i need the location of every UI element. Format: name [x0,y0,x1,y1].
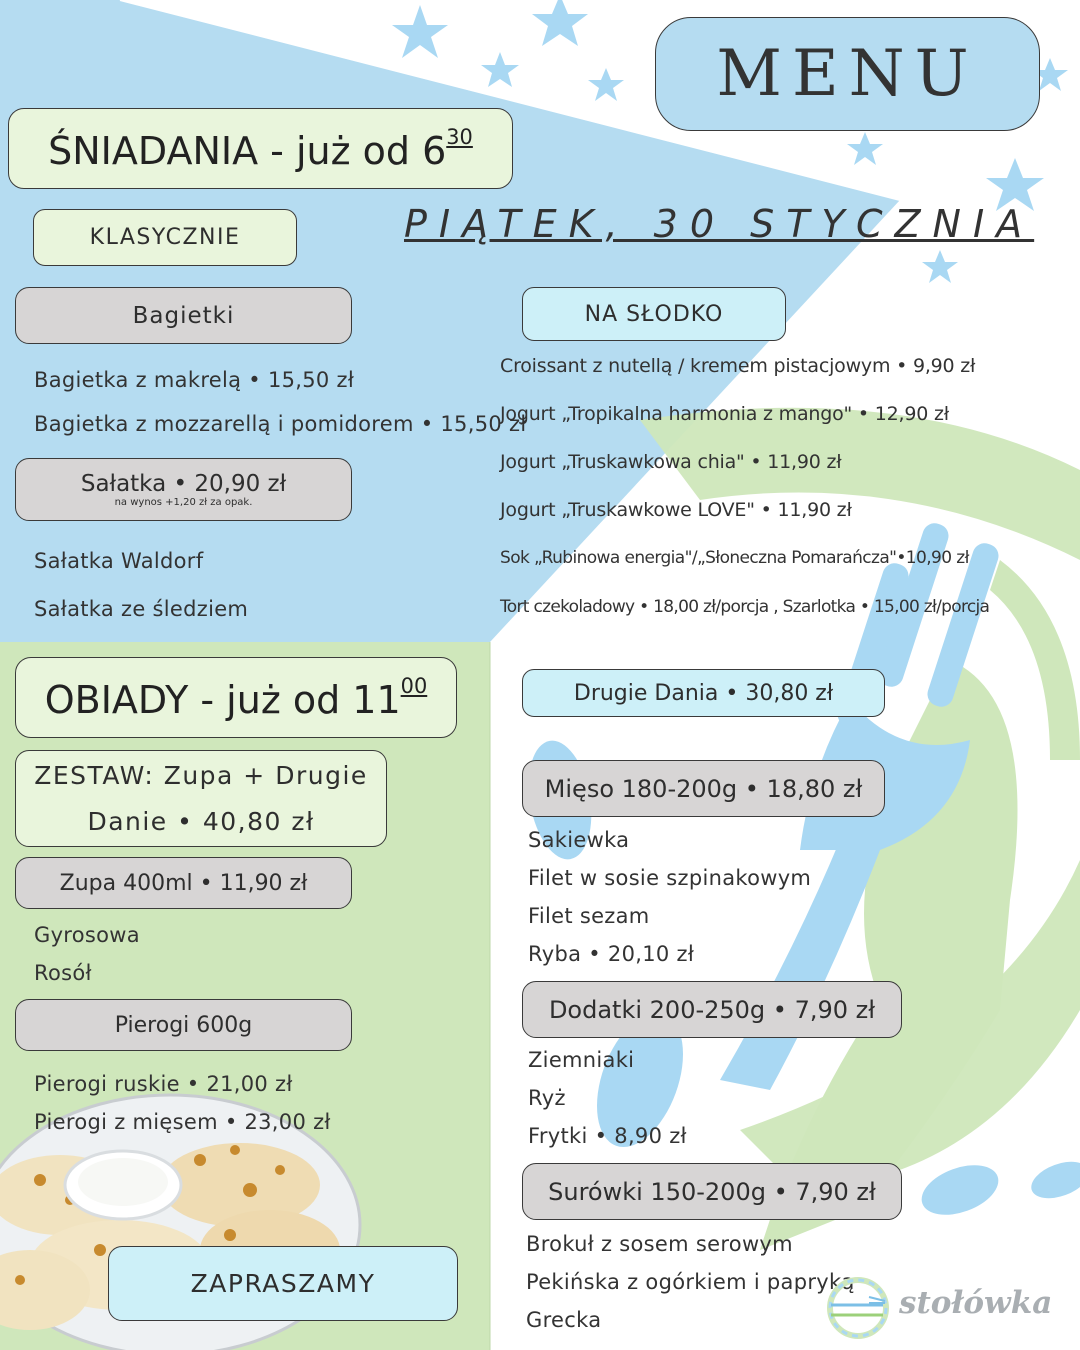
baguette-item: Bagietka z makrelą • 15,50 zł [34,368,355,392]
baguettes-label: Bagietki [132,302,235,329]
meat-item: Filet sezam [528,904,650,928]
classic-section-label [33,209,297,266]
sweet-label: NA SŁODKO [584,301,724,327]
meat-label: Mięso 180-200g • 18,80 zł [544,774,863,803]
classic-label: KLASYCZNIE [89,225,241,250]
sides-item: Frytki • 8,90 zł [528,1124,687,1148]
sweet-section-label [522,287,786,341]
star-icon [481,52,519,87]
baguette-item: Bagietka z mozzarellą i pomidorem • 15,50 zł [34,412,527,436]
set-menu-line: ZESTAW: Zupa + Drugie [34,760,368,790]
date-heading: PIĄTEK, 30 STYCZNIA [404,202,1035,246]
breakfast-title-text: ŚNIADANIA - już od 6 [48,128,447,173]
baguettes-category [15,287,352,344]
set-menu-box [15,750,387,847]
lunch-title-text: OBIADY - już od 11 [44,677,401,722]
sweet-item: Jogurt „Tropikalna harmonia z mango" • 12,90 zł [500,403,949,425]
salads-item: Grecka [526,1308,602,1332]
salads-item: Brokuł z sosem serowym [526,1232,793,1256]
fork-logo-icon [825,1275,891,1341]
menu-title-box [655,17,1040,131]
menu-title: MENU [716,37,979,111]
sides-item: Ziemniaki [528,1048,635,1072]
sweet-item: Croissant z nutellą / kremem pistacjowym • 9,90 zł [500,355,976,377]
salad-item: Sałatka ze śledziem [34,597,249,621]
soup-item: Rosół [34,961,92,985]
star-icon [532,0,588,46]
welcome-text: ZAPRASZAMY [190,1269,376,1298]
main-courses-text: Drugie Dania • 30,80 zł [573,680,834,706]
sides-item: Ryż [528,1086,566,1110]
soup-label: Zupa 400ml • 11,90 zł [59,870,308,896]
soup-item: Gyrosowa [34,923,140,947]
welcome-banner [108,1246,458,1321]
pierogi-category [15,999,352,1051]
sides-label: Dodatki 200-250g • 7,90 zł [548,995,876,1024]
sweet-item: Sok „Rubinowa energia"/„Słoneczna Pomarańcza"•10,90 zł [500,548,969,568]
sweet-item: Jogurt „Truskawkowe LOVE" • 11,90 zł [500,499,852,521]
salad-item: Sałatka Waldorf [34,549,204,573]
star-icon [847,132,883,165]
logo-text: stołówka [899,1285,1053,1321]
breakfast-title-box [8,108,513,189]
salads-category [522,1163,902,1220]
salad-label: Sałatka • 20,90 zł [80,470,287,497]
sweet-item: Jogurt „Truskawkowa chia" • 11,90 zł [500,451,842,473]
lunch-time-sup: 00 [400,673,428,698]
salad-category [15,458,352,521]
breakfast-time-sup: 30 [446,124,473,149]
soup-category [15,857,352,909]
star-icon [588,68,624,101]
sweet-item: Tort czekoladowy • 18,00 zł/porcja , Szarlotka • 15,00 zł/porcja [500,597,990,617]
salads-item: Pekińska z ogórkiem i papryką [526,1270,855,1294]
meat-category [522,760,885,817]
meat-item: Filet w sosie szpinakowym [528,866,812,890]
pierogi-item: Pierogi z mięsem • 23,00 zł [34,1110,331,1134]
lunch-title [45,674,428,722]
logo [825,1275,1075,1341]
lunch-title-box [15,657,457,738]
star-icon [392,5,448,58]
pierogi-item: Pierogi ruskie • 21,00 zł [34,1072,293,1096]
star-icon [922,250,958,283]
meat-item: Ryba • 20,10 zł [528,942,695,966]
salads-label: Surówki 150-200g • 7,90 zł [548,1177,876,1206]
salad-note: na wynos +1,20 zł za opak. [114,496,253,508]
set-menu-line: Danie • 40,80 zł [87,806,315,836]
breakfast-title [48,125,473,173]
meat-item: Sakiewka [528,828,630,852]
pierogi-label: Pierogi 600g [114,1012,253,1038]
main-courses-label [522,669,885,717]
sides-category [522,981,902,1038]
